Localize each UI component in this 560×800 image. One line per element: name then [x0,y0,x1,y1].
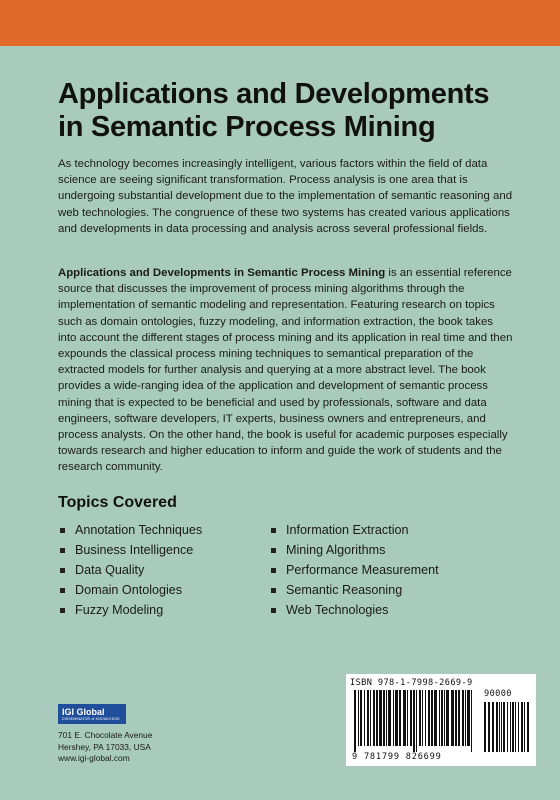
barcode-bar [467,690,470,746]
title-line-2: in Semantic Process Mining [58,111,436,143]
barcode-addon-bar [527,702,529,752]
barcode-bar [431,690,433,746]
square-bullet-icon [60,568,65,573]
barcode-bar [399,690,401,746]
book-title [58,78,518,144]
barcode-bar [434,690,437,746]
barcode-bar [465,690,466,746]
barcode-bar [455,690,457,746]
topic-item [269,560,439,580]
topic-label: Semantic Reasoning [286,583,403,597]
price-addon-code: 90000 [484,689,512,699]
barcode-addon-bar [521,702,523,752]
address-city: Hershey, PA 17033, USA [58,741,151,752]
barcode-addon-bar [524,702,525,752]
barcode-bar [388,690,391,746]
barcode-addon-bar [496,702,498,752]
barcode-bar [370,690,371,746]
barcode-bar [383,690,385,746]
barcode-bar [360,690,362,746]
topic-label: Domain Ontologies [75,583,183,597]
topics-list-right [269,520,439,620]
barcode-bar [441,690,443,746]
topic-item [269,600,439,620]
address-street: 701 E. Chocolate Avenue [58,730,153,740]
description-paragraph-1: As technology becomes increasingly intelligent, various factors within the field of data science are seeing significant transformation. Process analysis is one area that is undergoing substantial development due to the implementation of semantic reasoning and web technologies. The congruence of these two systems has created various applications and developments in data processing and analysis across several professional fields. [58,158,513,235]
topic-item [269,580,439,600]
barcode-bar [407,690,408,746]
barcode-bar [416,690,417,752]
barcode-bar [458,690,460,746]
barcode-addon-bar [488,702,490,752]
logo-wordmark: IGI Global [62,706,105,717]
barcode-bar [379,690,382,746]
barcode-bar [419,690,421,746]
topic-label: Data Quality [75,563,145,577]
barcode-bar [413,690,415,752]
barcode-addon-bar [515,702,516,752]
isbn-number: ISBN 978-1-7998-2669-9 [350,678,473,688]
barcode-bar [471,690,472,752]
topic-label: Annotation Techniques [75,523,203,537]
square-bullet-icon [60,588,65,593]
topic-label: Business Intelligence [75,543,194,557]
topic-item [58,600,202,620]
barcode-bars [350,690,532,752]
barcode-bar [403,690,406,746]
topic-item [269,520,439,540]
barcode-addon-bar [503,702,505,752]
barcode-bar [358,690,359,746]
barcode-bar [393,690,394,746]
isbn-barcode [346,674,536,766]
barcode-bar [462,690,464,746]
topic-item [269,540,439,560]
barcode-bar [395,690,398,746]
barcode-addon-bar [507,702,508,752]
square-bullet-icon [271,548,276,553]
topics-list-left [58,520,202,620]
barcode-bar [422,690,423,746]
barcode-bar [354,690,356,752]
barcode-addon-bar [484,702,486,752]
topic-item [58,540,202,560]
publisher-address [58,730,152,765]
barcode-bar [451,690,454,746]
barcode-bar [386,690,387,746]
publisher-logo [58,704,126,724]
barcode-bar [367,690,369,746]
barcode-bar [364,690,365,746]
barcode-bar [428,690,430,746]
barcode-addon-bar [510,702,511,752]
barcode-bar [439,690,440,746]
paragraph-book-title: Applications and Developments in Semantic Process Mining [58,267,386,279]
topic-label: Performance Measurement [286,563,439,577]
barcode-bar [373,690,375,746]
topic-item [58,560,202,580]
topic-item [58,580,202,600]
barcode-addon-bar [492,702,494,752]
barcode-bar [446,690,449,746]
topics-heading: Topics Covered [58,494,177,511]
square-bullet-icon [60,528,65,533]
barcode-bar [444,690,445,746]
paragraph-2-body: is an essential reference source that discusses the improvement of process mining algorithms through the implementation of semantic modeling and representation. Featuring research on topics such as domain ontologies, fuzzy modeling, and information extraction, the book takes into account the different stages of process mining and its application in real time and then expounds the classical process mining techniques to semantical preparation of the extracted models for further analysis and querying at a more abstract level. The book provides a wide-ranging idea of the application and development of semantic process mining that is expected to be beneficial and used by professionals, software and data engineers, software developers, IT experts, business owners and entrepreneurs, and process analysts. On the other hand, the book is useful for academic purposes especially towards research and higher education to inform and guide the work of students and the research community. [58,267,513,474]
square-bullet-icon [271,568,276,573]
topic-item [58,520,202,540]
description-paragraph-2 [58,265,514,476]
barcode-bar [410,690,412,746]
topic-label: Information Extraction [286,523,409,537]
title-line-1: Applications and Developments [58,78,490,110]
barcode-addon-bar [499,702,500,752]
publisher-website: www.igi-global.com [58,753,130,763]
topic-label: Web Technologies [286,603,389,617]
square-bullet-icon [60,548,65,553]
barcode-addon-bar [518,702,519,752]
barcode-digits: 9 781799 826699 [352,752,442,762]
barcode-addon-bar [501,702,502,752]
barcode-addon-bar [512,702,514,752]
top-color-band [0,0,560,46]
logo-tagline: DISSEMINATOR of KNOWLEDGE [62,716,120,721]
square-bullet-icon [271,588,276,593]
topic-label: Fuzzy Modeling [75,603,164,617]
square-bullet-icon [271,528,276,533]
barcode-bar [376,690,378,746]
square-bullet-icon [60,608,65,613]
topic-label: Mining Algorithms [286,543,386,557]
square-bullet-icon [271,608,276,613]
barcode-bar [425,690,426,746]
